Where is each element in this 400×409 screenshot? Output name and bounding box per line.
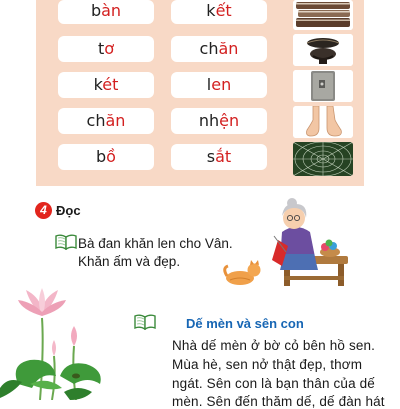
section-title: Đọc <box>56 203 81 218</box>
open-book-icon <box>55 234 77 250</box>
word-card[interactable] <box>58 0 154 24</box>
word-onset: b <box>96 147 107 166</box>
word-onset: s <box>206 147 216 166</box>
word-onset: l <box>206 75 212 94</box>
story-line: Nhà dế mèn ở bờ cỏ bên hồ sen. <box>172 338 376 353</box>
word-card[interactable] <box>58 36 154 62</box>
word-onset: b <box>90 1 102 20</box>
reading-line: Khăn ấm và đẹp. <box>78 254 181 269</box>
word-rime: ơ <box>104 39 115 58</box>
word-card[interactable] <box>171 72 267 98</box>
story-title: Dế mèn và sên con <box>186 316 304 331</box>
word-rime: ét <box>102 75 119 94</box>
word-rime: ện <box>219 111 240 130</box>
section-number-badge: 4 <box>35 202 52 219</box>
word-card[interactable] <box>58 108 154 134</box>
word-card[interactable] <box>171 144 267 170</box>
word-card[interactable] <box>58 72 154 98</box>
word-rime: àn <box>101 1 122 20</box>
story-line: ngát. Sên con là bạn thân của dế <box>172 376 375 391</box>
lotus-pond-illustration <box>0 288 110 400</box>
story-line: mèn. Sên đến thăm dế, dế đàn hát <box>172 394 385 409</box>
bare-feet-picture[interactable] <box>293 106 353 138</box>
word-rime: en <box>211 75 232 94</box>
word-onset: k <box>93 75 103 94</box>
spider-web-picture[interactable] <box>293 142 353 176</box>
word-rime: ết <box>215 1 232 20</box>
story-line: Mùa hè, sen nở thật đẹp, thơm <box>172 357 363 372</box>
word-onset: ch <box>199 39 219 58</box>
word-card[interactable] <box>171 108 267 134</box>
blanket-pile-picture[interactable] <box>293 0 353 30</box>
silkworm-cocoons-picture[interactable] <box>293 34 353 66</box>
word-onset: nh <box>198 111 220 130</box>
word-onset: k <box>206 1 216 20</box>
word-rime: ăn <box>105 111 126 130</box>
reading-line: Bà đan khăn len cho Vân. <box>78 236 233 251</box>
grandmother-knitting-illustration <box>222 196 350 292</box>
word-card[interactable] <box>58 144 154 170</box>
word-rime: ắt <box>215 147 232 166</box>
safe-box-picture[interactable] <box>293 70 353 102</box>
open-book-icon <box>134 314 156 330</box>
word-rime: ồ <box>106 147 116 166</box>
word-card[interactable] <box>171 36 267 62</box>
matching-panel <box>36 0 364 186</box>
word-onset: ch <box>86 111 106 130</box>
word-rime: ăn <box>218 39 239 58</box>
word-card[interactable] <box>171 0 267 24</box>
word-onset: t <box>97 39 105 58</box>
